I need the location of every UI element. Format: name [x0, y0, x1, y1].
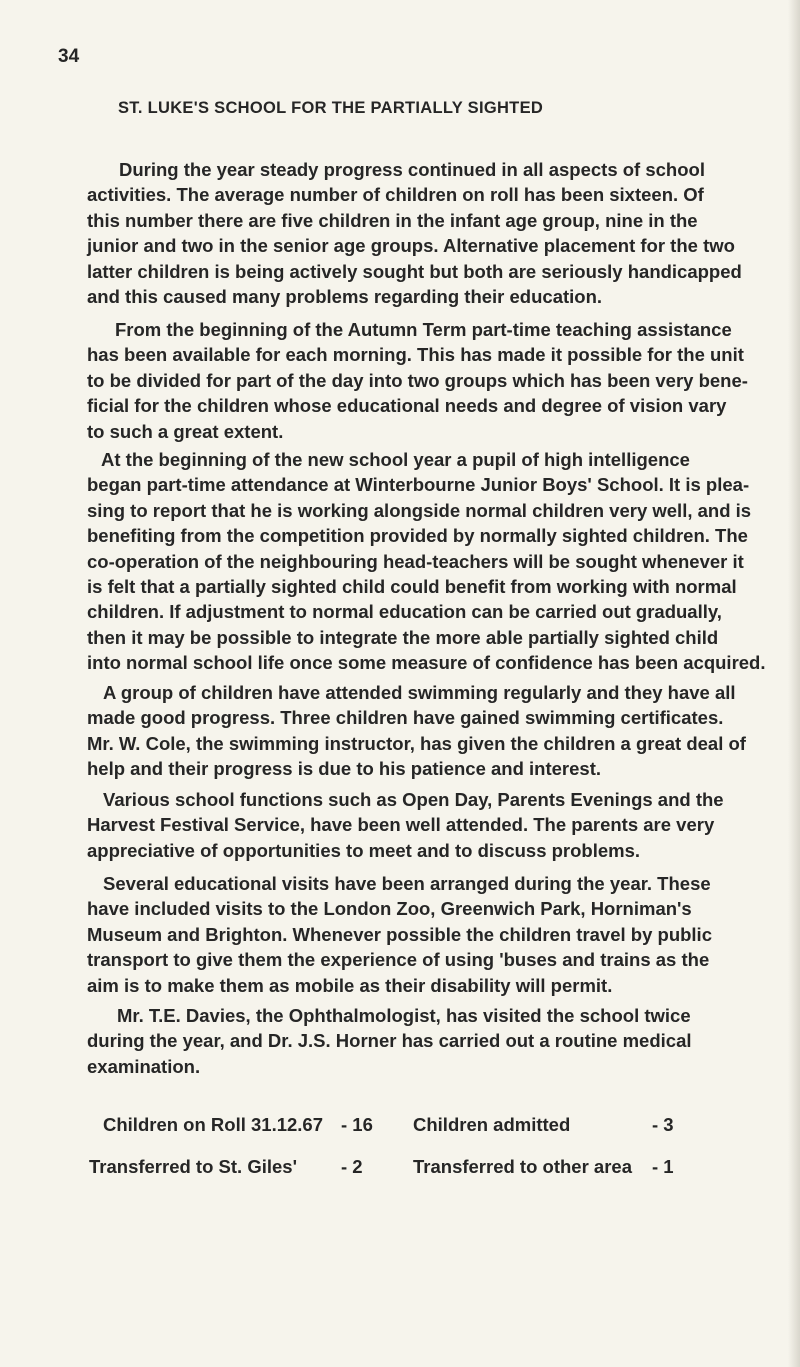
page-number: 34	[58, 46, 80, 67]
text-line: appreciative of opportunities to meet and to discuss problems.	[87, 839, 641, 861]
text-line: is felt that a partially sighted child could benefit from working with normal	[87, 576, 737, 598]
page-edge-shadow	[788, 0, 800, 1367]
text-line: this number there are five children in the infant age group, nine in the	[87, 209, 698, 231]
stat-st-giles-label: Transferred to St. Giles'	[89, 1156, 297, 1177]
text-line: junior and two in the senior age groups. Alternative placement for the two	[87, 235, 735, 257]
paragraph-medical	[87, 1003, 787, 1079]
text-line: A group of children have attended swimming regularly and they have all	[103, 682, 736, 703]
paragraph-autumn-term	[87, 317, 787, 444]
text-line: then it may be possible to integrate the more able partially sighted child	[87, 626, 719, 648]
paragraph-new-school-year	[87, 447, 787, 676]
text-line: During the year steady progress continued in all aspects of school	[119, 159, 705, 180]
text-line: help and their progress is due to his patience and interest.	[87, 758, 601, 780]
text-line: transport to give them the experience of using 'buses and trains as the	[87, 949, 710, 971]
text-line: made good progress. Three children have gained swimming certificates.	[87, 707, 724, 729]
text-line: latter children is being actively sought but both are seriously handicapped	[87, 260, 742, 282]
text-line: to be divided for part of the day into two groups which has been very bene-	[87, 369, 748, 391]
paragraph-swimming	[87, 680, 787, 782]
text-line: activities. The average number of children on roll has been sixteen. Of	[87, 184, 704, 206]
stat-roll-value: - 16	[341, 1114, 373, 1135]
text-line: children. If adjustment to normal education can be carried out gradually,	[87, 601, 722, 623]
text-line: has been available for each morning. This has made it possible for the unit	[87, 344, 744, 366]
stat-admitted-value: - 3	[652, 1114, 674, 1135]
stat-other-area-value: - 1	[652, 1156, 674, 1177]
text-line: Museum and Brighton. Whenever possible the children travel by public	[87, 923, 712, 945]
paragraph-progress	[87, 157, 787, 309]
text-line: benefiting from the competition provided by normally sighted children. The	[87, 525, 748, 547]
text-line: into normal school life once some measure of confidence has been acquired.	[87, 652, 766, 674]
text-line: Harvest Festival Service, have been well attended. The parents are very	[87, 814, 715, 836]
text-line: Various school functions such as Open Day, Parents Evenings and the	[103, 789, 724, 810]
text-line: during the year, and Dr. J.S. Horner has carried out a routine medical	[87, 1030, 692, 1052]
text-line: sing to report that he is working alongside normal children very well, and is	[87, 499, 752, 521]
text-line: ficial for the children whose educational needs and degree of vision vary	[87, 395, 727, 417]
stat-admitted-label: Children admitted	[413, 1114, 571, 1135]
text-line: Several educational visits have been arranged during the year. These	[103, 873, 711, 894]
paragraph-educational-visits	[87, 871, 787, 998]
page-title: ST. LUKE'S SCHOOL FOR THE PARTIALLY SIGHTED	[118, 99, 544, 117]
paragraph-school-functions	[87, 787, 787, 863]
text-line: Mr. T.E. Davies, the Ophthalmologist, has visited the school twice	[117, 1005, 691, 1026]
text-line: At the beginning of the new school year a pupil of high intelligence	[101, 449, 690, 470]
text-line: Mr. W. Cole, the swimming instructor, has given the children a great deal of	[87, 732, 746, 754]
text-line: examination.	[87, 1055, 201, 1077]
stat-other-area-label: Transferred to other area	[413, 1156, 632, 1177]
text-line: From the beginning of the Autumn Term part-time teaching assistance	[115, 319, 732, 340]
text-line: and this caused many problems regarding their education.	[87, 286, 603, 308]
text-line: aim is to make them as mobile as their disability will permit.	[87, 974, 613, 996]
text-line: co-operation of the neighbouring head-teachers will be sought whenever it	[87, 550, 744, 572]
text-line: have included visits to the London Zoo, Greenwich Park, Horniman's	[87, 898, 692, 920]
stat-st-giles-value: - 2	[341, 1156, 363, 1177]
stat-roll-label: Children on Roll 31.12.67	[103, 1114, 324, 1135]
text-line: began part-time attendance at Winterbourne Junior Boys' School. It is plea-	[87, 474, 750, 496]
text-line: to such a great extent.	[87, 420, 284, 442]
